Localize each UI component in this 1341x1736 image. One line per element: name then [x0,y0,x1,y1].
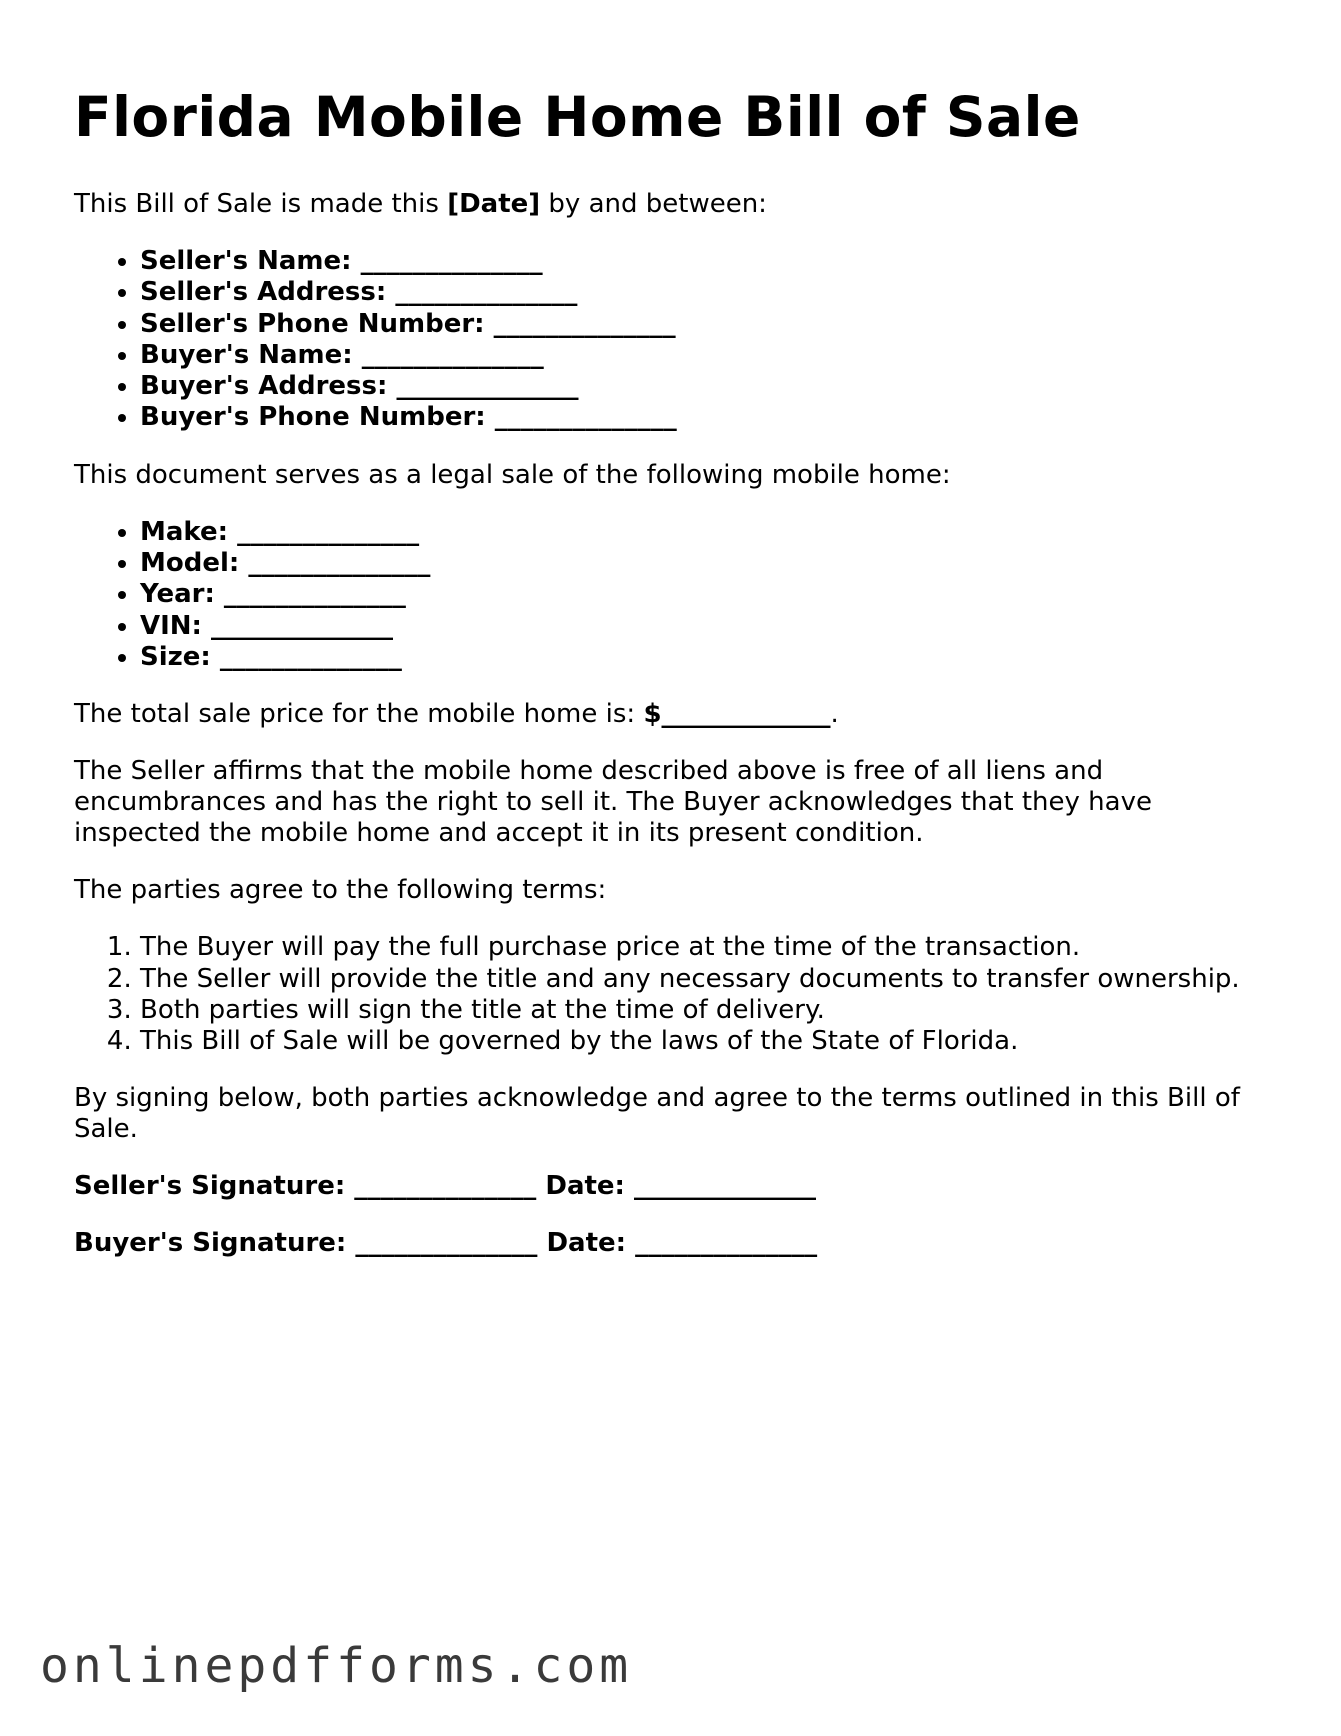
list-item [140,548,1274,579]
field-label: Buyer's Phone Number: [140,402,486,433]
field-label: Size: [140,641,211,672]
date-label: Date: [546,1228,627,1259]
price-paragraph [74,699,1274,730]
list-item: 3. Both parties will sign the title at the time of delivery. [140,995,1274,1026]
field-label: Model: [140,548,240,579]
field-label: Buyer's Name: [140,339,353,370]
watermark: onlinepdfforms.com [40,1638,633,1694]
blank-line[interactable]: ______________ [361,339,544,370]
terms-intro: The parties agree to the following terms: [74,875,607,906]
date-blank[interactable]: ______________ [635,1228,818,1259]
signature-blank[interactable]: ______________ [355,1228,538,1259]
price-blank[interactable]: $_____________ [643,699,831,730]
price-text: The total sale price for the mobile home is: [74,699,644,730]
blank-line[interactable]: ______________ [395,277,578,308]
signature-label: Seller's Signature: [74,1171,346,1202]
intro-paragraph [74,189,1274,220]
list-item [140,340,1274,371]
blank-line[interactable]: ______________ [248,548,431,579]
field-label: Year: [140,579,215,610]
list-item [140,611,1274,642]
field-label: VIN: [140,610,202,641]
signature-label: Buyer's Signature: [74,1228,347,1259]
list-item: 1. The Buyer will pay the full purchase price at the time of the transaction. [140,932,1274,963]
list-item [140,579,1274,610]
seller-signature-line [74,1171,1274,1202]
intro-before: This Bill of Sale is made this [74,189,448,219]
blank-line[interactable]: ______________ [211,610,394,641]
closing-paragraph: By signing below, both parties acknowledge and agree to the terms outlined in this Bill of Sale. [74,1083,1240,1145]
affirmation-paragraph: The Seller affirms that the mobile home described above is free of all liens and encumbrances and has the right to sell it. The Buyer acknowledges that they have inspected the mobile home and accept it in its present condition. [74,756,1152,849]
list-item [140,371,1274,402]
blank-line[interactable]: ______________ [223,579,406,610]
date-placeholder: [Date] [447,189,541,219]
blank-line[interactable]: ______________ [360,246,543,276]
date-label: Date: [545,1171,625,1202]
intro-after: by and between: [540,189,767,219]
blank-line[interactable]: ______________ [396,371,579,402]
field-label: Seller's Address: [140,277,387,308]
field-label: Buyer's Address: [140,371,388,402]
list-item [140,277,1274,308]
list-item [140,402,1274,433]
buyer-signature-line [74,1228,1274,1259]
blank-line[interactable]: ______________ [219,641,402,672]
page-title: Florida Mobile Home Bill of Sale [74,85,1081,149]
date-blank[interactable]: ______________ [634,1171,817,1202]
blank-line[interactable]: ______________ [237,516,420,547]
list-item: 4. This Bill of Sale will be governed by the laws of the State of Florida. [140,1026,1274,1057]
list-item [140,246,1274,277]
list-item [140,309,1274,340]
terms-list [74,932,1274,1057]
parties-list [74,246,1274,434]
list-item: 2. The Seller will provide the title and any necessary documents to transfer ownership. [140,964,1274,995]
home-intro: This document serves as a legal sale of the following mobile home: [74,459,951,490]
document-page [74,85,1274,1285]
blank-line[interactable]: ______________ [494,402,677,433]
list-item [140,517,1274,548]
home-details-list [74,517,1274,673]
field-label: Make: [140,516,229,547]
signature-blank[interactable]: ______________ [354,1171,537,1202]
blank-line[interactable]: ______________ [493,308,676,339]
list-item [140,642,1274,673]
field-label: Seller's Name: [140,246,352,276]
field-label: Seller's Phone Number: [140,308,485,339]
price-end: . [830,699,839,730]
